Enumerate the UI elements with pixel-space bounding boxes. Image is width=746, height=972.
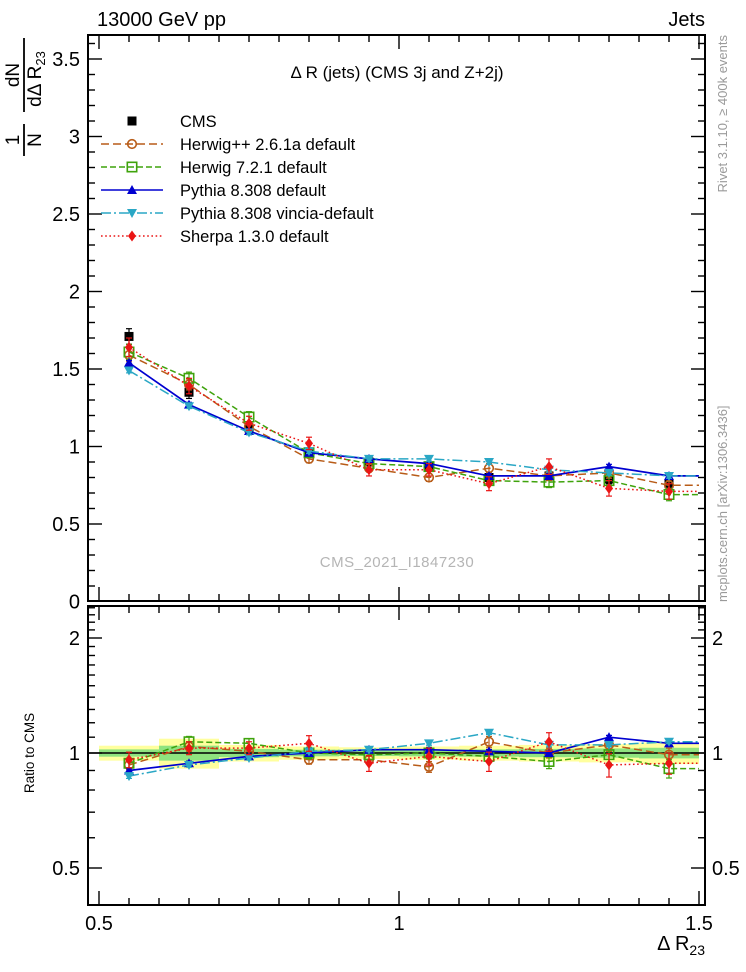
header-right-title: Jets bbox=[668, 9, 705, 31]
y-axis-label bbox=[3, 38, 48, 156]
legend-item-pythia-vincia bbox=[101, 205, 374, 223]
tick-label: 1 bbox=[68, 743, 80, 765]
rivet-version-note: Rivet 3.1.10, ≥ 400k events bbox=[715, 35, 730, 193]
tick-label: 1 bbox=[393, 913, 405, 935]
legend-label: Pythia 8.308 vincia-default bbox=[180, 205, 374, 223]
legend-label: Sherpa 1.3.0 default bbox=[180, 228, 329, 246]
tick-label: 1 bbox=[712, 743, 724, 765]
tick-label: 2.5 bbox=[52, 204, 80, 226]
main-panel-series bbox=[124, 329, 699, 501]
tick-label: 2 bbox=[68, 628, 80, 650]
legend-item-sherpa bbox=[101, 228, 329, 246]
tick-label: 0.5 bbox=[712, 858, 740, 880]
tick-label: 0.5 bbox=[52, 514, 80, 536]
tick-label: 1.5 bbox=[52, 359, 80, 381]
marker-triangle-down bbox=[124, 367, 134, 376]
tick-label: 2 bbox=[68, 281, 80, 304]
y-label-frac2-den: dΔ $R_{23}$ bbox=[25, 51, 48, 107]
legend bbox=[101, 113, 374, 246]
axis-tick-labels bbox=[52, 49, 740, 935]
series-line bbox=[129, 371, 699, 476]
series-line bbox=[129, 363, 699, 476]
legend-item-herwigpp bbox=[101, 136, 356, 154]
tick-label: 1 bbox=[68, 436, 80, 459]
watermark: CMS_2021_I1847230 bbox=[319, 554, 475, 571]
marker-triangle-down bbox=[124, 772, 134, 781]
tick-label: 3 bbox=[68, 126, 80, 149]
marker-diamond bbox=[128, 231, 136, 242]
tick-label: 0.5 bbox=[52, 858, 80, 880]
y-label-frac1-num: 1 bbox=[3, 134, 24, 146]
tick-label: 3.5 bbox=[52, 49, 80, 71]
marker-square bbox=[128, 117, 137, 126]
ratio-axis-label: Ratio to CMS bbox=[22, 712, 37, 794]
legend-item-herwig7 bbox=[101, 159, 327, 177]
legend-label: CMS bbox=[180, 113, 217, 131]
header-left-title: 13000 GeV pp bbox=[97, 9, 226, 31]
legend-label: Herwig 7.2.1 default bbox=[180, 159, 327, 177]
marker-triangle-up bbox=[124, 358, 134, 367]
legend-item-cms bbox=[128, 113, 217, 131]
series-line bbox=[129, 355, 699, 485]
x-axis-label: Δ $R_{23}$ bbox=[657, 933, 705, 958]
legend-item-pythia-default bbox=[101, 182, 326, 200]
series-pythia-default-main bbox=[124, 358, 699, 480]
tick-label: 0 bbox=[68, 591, 80, 614]
tick-label: 2 bbox=[712, 628, 724, 650]
y-label-frac1-den: N bbox=[25, 133, 46, 147]
marker-diamond bbox=[545, 461, 553, 472]
plot-title: Δ R (jets) (CMS 3j and Z+2j) bbox=[290, 63, 504, 82]
legend-label: Pythia 8.308 default bbox=[180, 182, 326, 200]
mcplots-arxiv-note: mcplots.cern.ch [arXiv:1306.3436] bbox=[715, 405, 730, 602]
tick-label: 1.5 bbox=[685, 913, 713, 935]
y-label-frac2-num: dN bbox=[3, 62, 24, 88]
series-pythia-vincia-main bbox=[124, 367, 699, 481]
legend-label: Herwig++ 2.6.1a default bbox=[180, 136, 356, 154]
tick-label: 0.5 bbox=[85, 913, 113, 935]
marker-triangle-up bbox=[604, 732, 614, 741]
